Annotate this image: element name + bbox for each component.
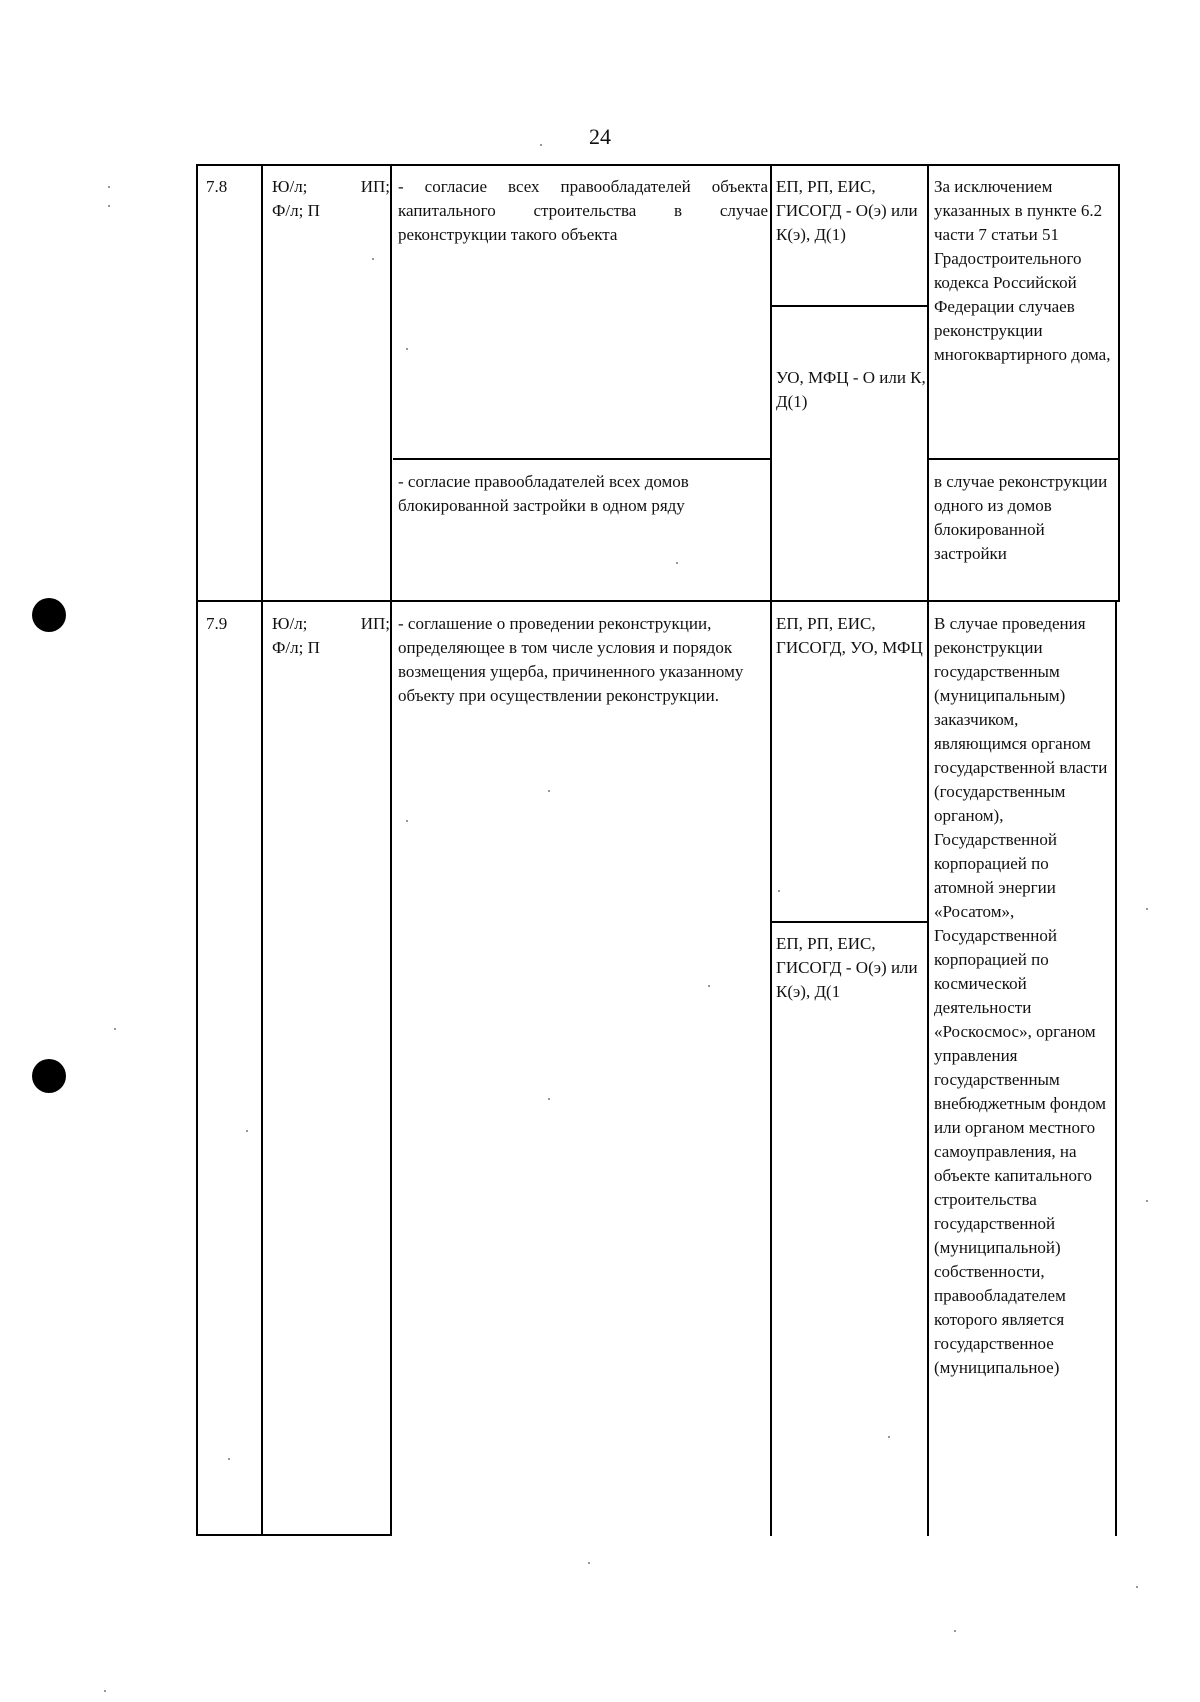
note-divider [928, 458, 1120, 460]
page-number: 24 [589, 124, 611, 149]
row-number: 7.9 [206, 614, 228, 633]
method-divider [771, 921, 928, 923]
column-divider [770, 164, 772, 1536]
row-divider [197, 600, 1120, 602]
table-right-border [1118, 164, 1120, 601]
document-text: - соглашение о проведении реконструкции, определяющее в том числе условия и порядок возмещения ущерба, причиненного указанному объекту при осуществлении реконструкции. [398, 614, 744, 705]
table-bottom-border [197, 1534, 391, 1536]
document-note: В случае проведения реконструкции государственным (муниципальным) заказчиком, являющимся органом государственной власти (государственным органом), Государственной корпорацией по атомной энергии «Росатом», Государственной корпорацией по космической деятельности «Роскосмос», органом управления государственным внебюджетным фондом или органом местного самоуправления, на объекте капитального строительства государственной (муниципальной) собственности, правообладателем которого является государственное (муниципальное) [934, 614, 1108, 1377]
table-right-border [1115, 600, 1117, 1536]
submission-method: УО, МФЦ - О или К, Д(1) [776, 368, 926, 411]
document-note: За исключением указанных в пункте 6.2 части 7 статьи 51 Градостроительного кодекса Российской Федерации случаев реконструкции многоквартирного дома, [934, 177, 1111, 364]
applicant-type: ИП; [360, 614, 390, 633]
applicant-line: Ф/л; П [272, 638, 320, 657]
document-text: - согласие правообладателей всех домов блокированной застройки в одном ряду [398, 472, 689, 515]
table-top-border [197, 164, 1120, 166]
table-left-border [196, 164, 198, 1536]
column-divider [390, 164, 392, 1536]
submission-method: ЕП, РП, ЕИС, ГИСОГД - О(э) или К(э), Д(1) [776, 177, 918, 244]
row-number: 7.8 [206, 177, 228, 196]
punch-hole [32, 1059, 66, 1093]
applicant-types [272, 175, 390, 223]
submission-method: ЕП, РП, ЕИС, ГИСОГД - О(э) или К(э), Д(1 [776, 934, 918, 1001]
column-divider [261, 164, 263, 1536]
applicant-line [272, 175, 390, 199]
submission-method: ЕП, РП, ЕИС, ГИСОГД, УО, МФЦ [776, 614, 923, 657]
applicant-line [272, 612, 390, 636]
document-divider [393, 458, 771, 460]
punch-hole [32, 598, 66, 632]
applicant-line: Ф/л; П [272, 201, 320, 220]
applicant-type: Ю/л; [272, 614, 308, 633]
method-divider [771, 305, 928, 307]
column-divider [927, 164, 929, 1536]
document-note: в случае реконструкции одного из домов блокированной застройки [934, 472, 1108, 563]
applicant-type: ИП; [360, 177, 390, 196]
document-text: - согласие всех правообладателей объекта капитального строительства в случае реконструкции такого объекта [398, 177, 768, 244]
applicant-type: Ю/л; [272, 177, 308, 196]
applicant-types [272, 612, 390, 660]
